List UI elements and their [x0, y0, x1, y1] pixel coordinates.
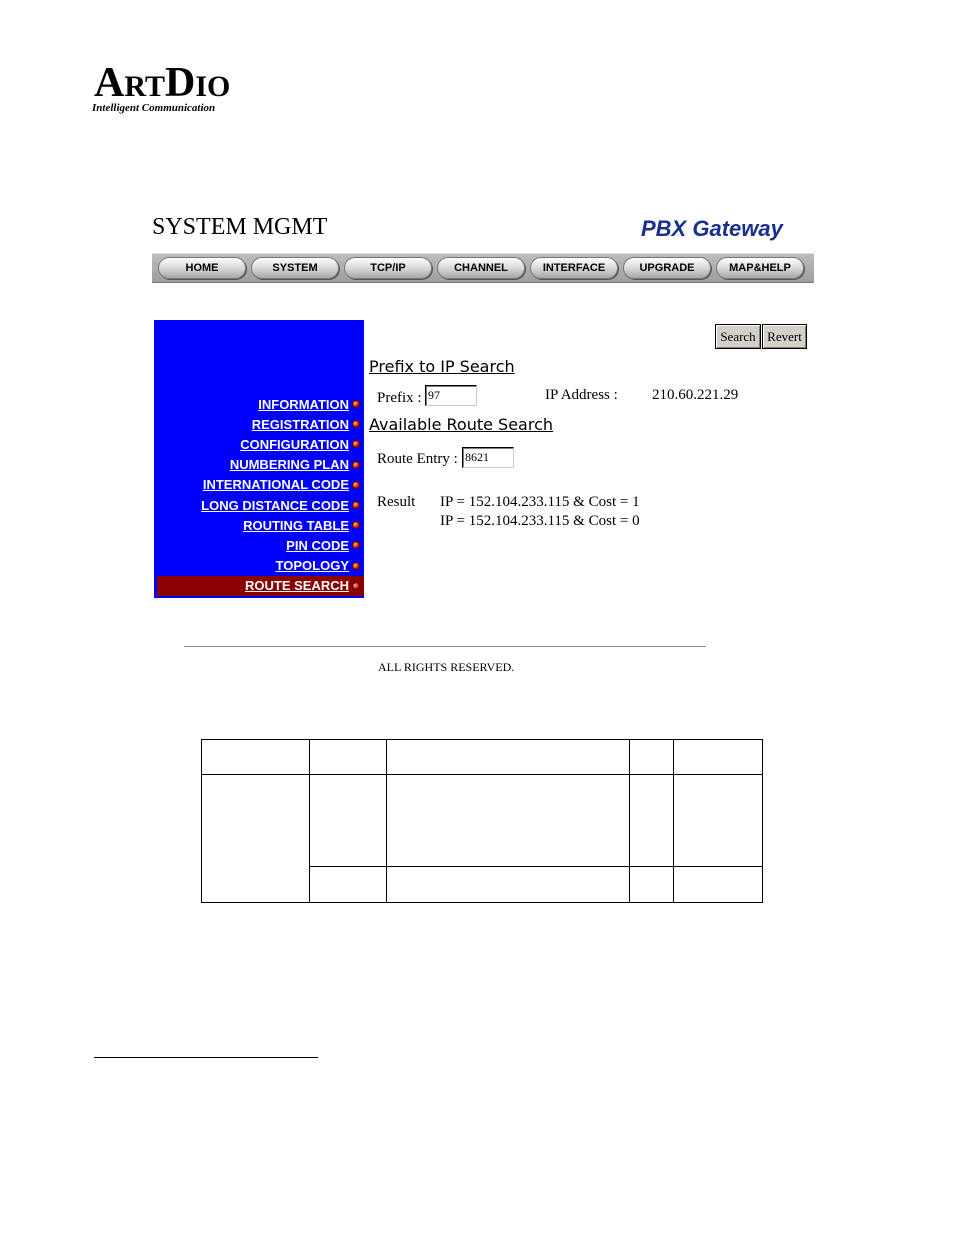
sidebar-item-route-search[interactable] [157, 576, 364, 596]
bullet-icon [352, 420, 360, 428]
bullet-icon [352, 440, 360, 448]
table-col-rule [629, 739, 630, 903]
prefix-label: Prefix : [377, 390, 422, 406]
route-entry-input[interactable]: 8621 [462, 447, 514, 468]
route-search-heading: Available Route Search [369, 415, 554, 434]
bullet-icon [352, 400, 360, 408]
table-border-bottom [201, 902, 763, 903]
bullet-icon [352, 562, 360, 570]
sidebar-item-label[interactable]: CONFIGURATION [240, 436, 349, 452]
route-entry-label: Route Entry : [377, 451, 458, 467]
ip-address-label: IP Address : [545, 387, 618, 403]
sidebar-item-numbering-plan[interactable] [154, 455, 364, 475]
top-nav-bar [152, 253, 814, 283]
result-label: Result [377, 494, 416, 510]
bullet-icon [352, 481, 360, 489]
sidebar-item-long-distance-code[interactable] [154, 495, 364, 515]
result-line-1: IP = 152.104.233.115 & Cost = 1 [440, 494, 640, 510]
sidebar-item-label[interactable]: INTERNATIONAL CODE [202, 477, 349, 493]
logo-wordmark [94, 62, 230, 104]
sidebar-item-routing-table[interactable] [154, 515, 364, 535]
sidebar-item-topology[interactable] [154, 556, 364, 576]
nav-upgrade-button[interactable]: UPGRADE [623, 257, 711, 279]
nav-system-button[interactable]: SYSTEM [251, 257, 339, 279]
table-col-rule [673, 739, 674, 903]
search-button[interactable]: Search [715, 324, 761, 349]
sidebar-item-label[interactable]: LONG DISTANCE CODE [201, 497, 349, 513]
sidebar-list [154, 394, 364, 596]
sidebar-item-label[interactable]: REGISTRATION [251, 416, 349, 432]
footnote-separator [94, 1057, 318, 1058]
sidebar-item-label[interactable]: ROUTING TABLE [243, 517, 349, 533]
nav-maphelp-button[interactable]: MAP&HELP [716, 257, 804, 279]
sidebar-item-configuration[interactable] [154, 434, 364, 454]
sidebar-item-label[interactable]: ROUTE SEARCH [244, 578, 349, 594]
footer-divider [184, 646, 706, 647]
prefix-search-heading: Prefix to IP Search [369, 357, 515, 376]
product-name: PBX Gateway [641, 216, 783, 241]
ip-address-value: 210.60.221.29 [652, 387, 739, 403]
sidebar-item-label[interactable]: INFORMATION [258, 396, 349, 412]
bullet-icon [352, 521, 360, 529]
result-line-2: IP = 152.104.233.115 & Cost = 0 [440, 513, 640, 529]
sidebar-item-information[interactable] [154, 394, 364, 414]
nav-home-button[interactable]: HOME [158, 257, 246, 279]
revert-button[interactable]: Revert [762, 324, 807, 349]
logo-rt: RT [124, 70, 165, 103]
sidebar-menu [154, 320, 364, 598]
bullet-icon [352, 541, 360, 549]
empty-table [201, 739, 763, 903]
sidebar-item-label[interactable]: NUMBERING PLAN [229, 457, 349, 473]
sidebar-item-label[interactable]: TOPOLOGY [275, 558, 349, 574]
bullet-icon [352, 461, 360, 469]
table-col-rule [309, 739, 310, 903]
bullet-icon [352, 582, 360, 590]
table-row-rule [309, 866, 763, 867]
logo-io: IO [195, 70, 231, 103]
table-border-top [201, 739, 763, 740]
table-col-rule [386, 739, 387, 903]
page-title: SYSTEM MGMT [152, 214, 328, 240]
bullet-icon [352, 501, 360, 509]
copyright-text: ALL RIGHTS RESERVED. [378, 660, 515, 674]
logo-d: D [164, 60, 196, 106]
nav-channel-button[interactable]: CHANNEL [437, 257, 525, 279]
nav-interface-button[interactable]: INTERFACE [530, 257, 618, 279]
prefix-input[interactable]: 97 [425, 385, 477, 406]
nav-tcpip-button[interactable]: TCP/IP [344, 257, 432, 279]
table-header-rule [201, 774, 763, 775]
artdio-logo [92, 62, 252, 122]
sidebar-item-international-code[interactable] [154, 475, 364, 495]
logo-a: A [94, 60, 125, 106]
sidebar-item-pin-code[interactable] [154, 535, 364, 555]
logo-tagline: Intelligent Communication [92, 102, 216, 114]
table-border-right [762, 739, 763, 903]
sidebar-item-registration[interactable] [154, 414, 364, 434]
table-border-left [201, 739, 202, 903]
sidebar-item-label[interactable]: PIN CODE [286, 537, 349, 553]
